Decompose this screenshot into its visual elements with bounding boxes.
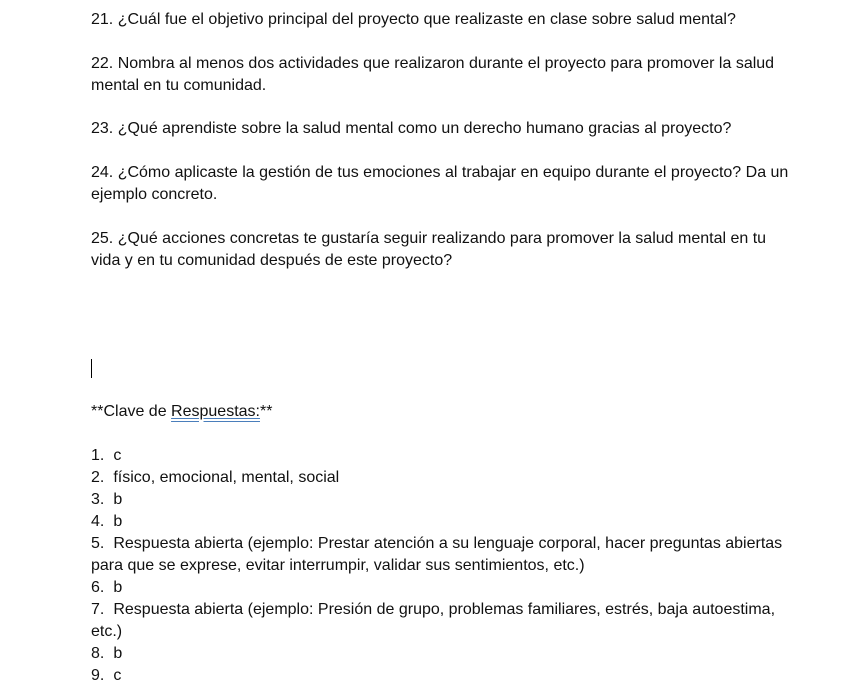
answer-text: Respuesta abierta (ejemplo: Presión de grupo, problemas familiares, estrés, baja autoestima, etc.) xyxy=(91,601,776,640)
question-number: 22. xyxy=(91,55,114,72)
text-cursor xyxy=(91,359,92,378)
answer-number: 9. xyxy=(91,667,105,684)
question-text: ¿Cómo aplicaste la gestión de tus emociones al trabajar en equipo durante el proyecto? Da un ejemplo concreto. xyxy=(91,164,789,203)
question-number: 21. xyxy=(91,11,114,28)
answer-text: c xyxy=(113,667,122,684)
answer-number: 8. xyxy=(91,645,105,662)
answer-key-suffix: ** xyxy=(259,403,273,420)
answer-key-list xyxy=(91,445,791,687)
list-item xyxy=(91,577,791,599)
question-number: 25. xyxy=(91,230,114,247)
question-text: ¿Qué aprendiste sobre la salud mental como un derecho humano gracias al proyecto? xyxy=(117,120,732,137)
answer-text: c xyxy=(113,447,122,464)
list-item xyxy=(91,643,791,665)
answer-text: Respuesta abierta (ejemplo: Prestar atención a su lenguaje corporal, hacer preguntas abiertas para que se exprese, evitar interrumpir, validar sus sentimientos, etc.) xyxy=(91,535,783,574)
answer-key-prefix: **Clave de xyxy=(91,403,172,420)
answer-number: 7. xyxy=(91,601,105,618)
answer-number: 3. xyxy=(91,491,105,508)
answer-key-underlined-word[interactable]: Respuestas: xyxy=(171,403,260,420)
answer-text: b xyxy=(113,645,123,662)
list-item xyxy=(91,599,791,643)
answer-text: b xyxy=(113,491,123,508)
list-item xyxy=(91,489,791,511)
answer-text: físico, emocional, mental, social xyxy=(113,469,340,486)
question-text: ¿Qué acciones concretas te gustaría seguir realizando para promover la salud mental en tu vida y en tu comunidad después de este proyecto? xyxy=(91,230,767,269)
question-23 xyxy=(91,118,791,140)
answer-text: b xyxy=(113,513,123,530)
answer-number: 2. xyxy=(91,469,105,486)
answer-number: 5. xyxy=(91,535,105,552)
list-item xyxy=(91,445,791,467)
question-text: ¿Cuál fue el objetivo principal del proyecto que realizaste en clase sobre salud mental? xyxy=(117,11,736,28)
answer-number: 4. xyxy=(91,513,105,530)
answer-text: b xyxy=(113,579,123,596)
question-25 xyxy=(91,228,791,272)
list-item xyxy=(91,533,791,577)
answer-number: 1. xyxy=(91,447,105,464)
answer-key-heading xyxy=(91,401,272,423)
list-item xyxy=(91,511,791,533)
question-24 xyxy=(91,162,791,206)
question-number: 23. xyxy=(91,120,114,137)
question-number: 24. xyxy=(91,164,114,181)
list-item xyxy=(91,665,791,687)
list-item xyxy=(91,467,791,489)
question-22 xyxy=(91,53,791,97)
answer-number: 6. xyxy=(91,579,105,596)
question-text: Nombra al menos dos actividades que realizaron durante el proyecto para promover la salud mental en tu comunidad. xyxy=(91,55,775,94)
question-21 xyxy=(91,9,791,31)
